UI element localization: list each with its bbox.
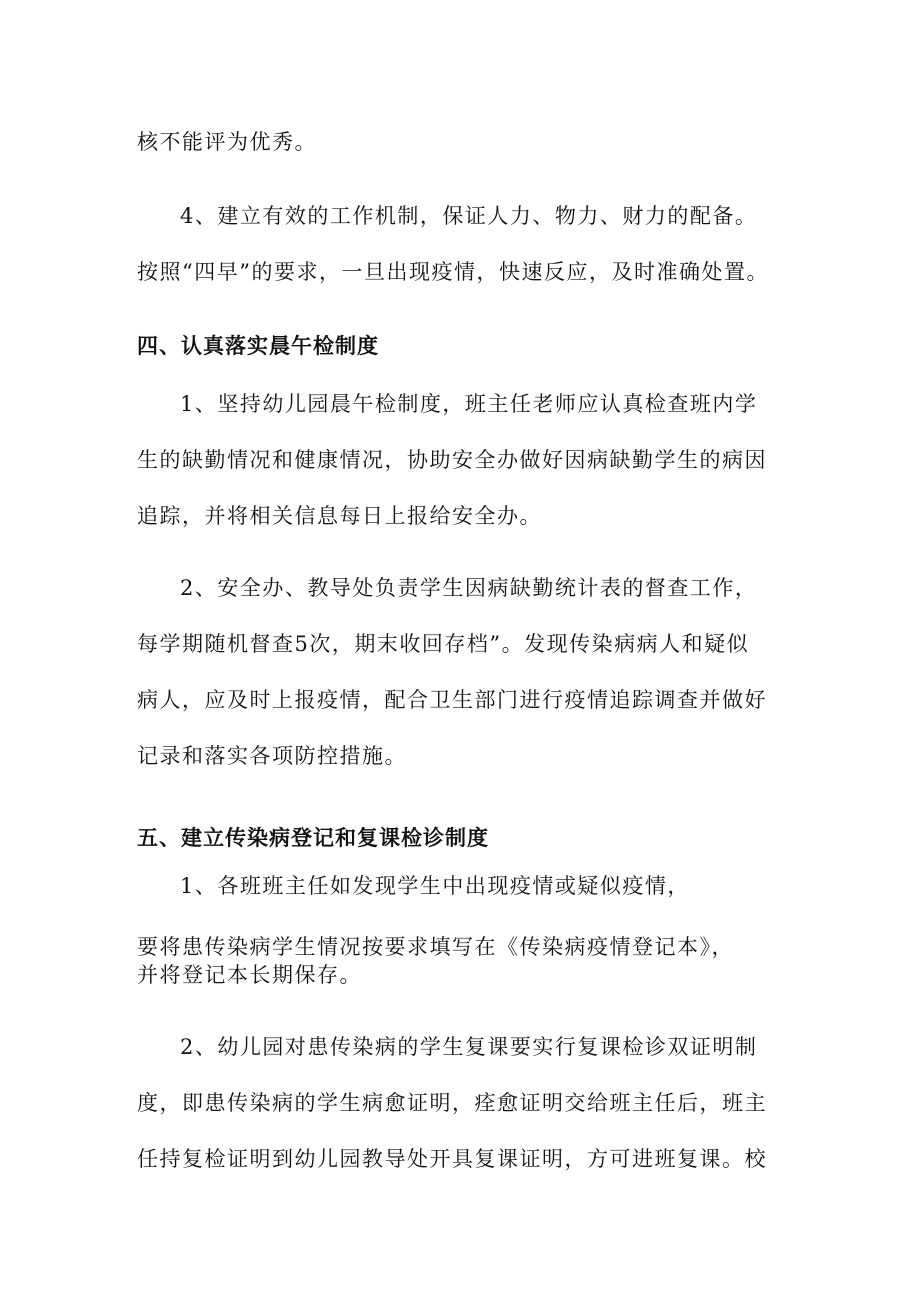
section-heading-4: 四、认真落实晨午检制度 <box>137 334 379 358</box>
text-line-10: 病人，应及时上报疫情，配合卫生部门进行疫情追踪调查并做好 <box>137 688 767 712</box>
text-line-16: 2、幼儿园对患传染病的学生复课要实行复课检诊双证明制 <box>180 1035 758 1059</box>
text-line-9: 每学期随机督查5次，期末收回存档”。发现传染病病人和疑似 <box>137 632 750 656</box>
text-line-7: 追踪，并将相关信息每日上报给安全办。 <box>137 504 542 528</box>
text-line-11: 记录和落实各项防控措施。 <box>137 744 407 768</box>
text-line-1: 核不能评为优秀。 <box>137 130 317 154</box>
text-line-13: 1、各班班主任如发现学生中出现疫情或疑似疫情， <box>180 874 690 898</box>
text-line-15: 并将登记本长期保存。 <box>137 963 362 987</box>
text-line-5: 1、坚持幼儿园晨午检制度，班主任老师应认真检查班内学 <box>180 392 758 416</box>
text-line-2: 4、建立有效的工作机制，保证人力、物力、财力的配备。 <box>180 204 758 228</box>
text-line-3: 按照“四早”的要求，一旦出现疫情，快速反应，及时准确处置。 <box>137 260 769 284</box>
text-line-8: 2、安全办、教导处负责学生因病缺勤统计表的督查工作， <box>180 576 758 600</box>
section-heading-5: 五、建立传染病登记和复课检诊制度 <box>137 826 489 850</box>
text-line-6: 生的缺勤情况和健康情况，协助安全办做好因病缺勤学生的病因 <box>137 448 767 472</box>
text-line-18: 任持复检证明到幼儿园教导处开具复课证明，方可进班复课。校 <box>137 1147 767 1171</box>
text-line-17: 度，即患传染病的学生病愈证明，痊愈证明交给班主任后，班主 <box>137 1091 767 1115</box>
text-line-14: 要将患传染病学生情况按要求填写在《传染病疫情登记本》， <box>137 935 734 959</box>
